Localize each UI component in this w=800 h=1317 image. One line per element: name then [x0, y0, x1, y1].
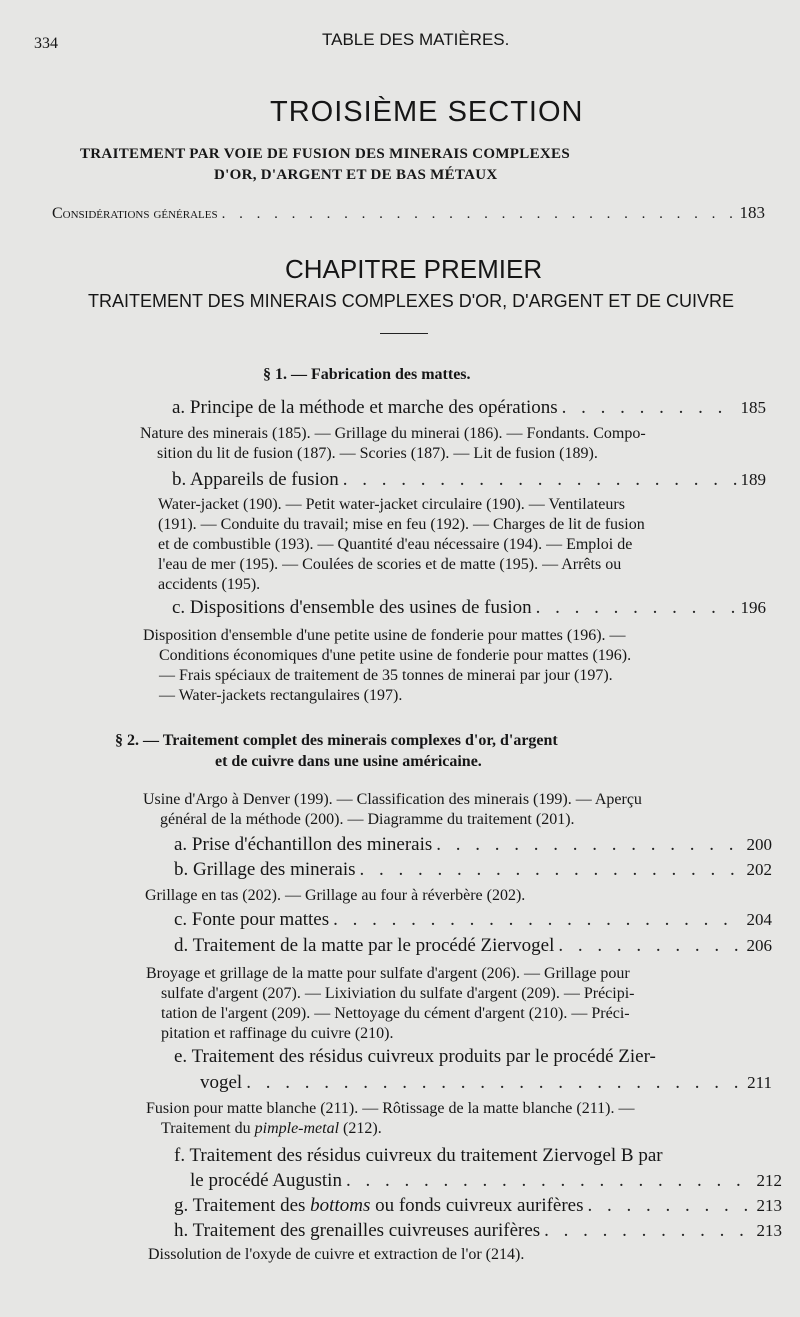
toc-entry-2g	[174, 1195, 782, 1217]
paragraph-2-title-line2: et de cuivre dans une usine américaine.	[215, 753, 482, 770]
toc-label: c. Fonte pour mattes	[174, 909, 330, 930]
detail-line: sulfate d'argent (207). — Lixiviation du sulfate d'argent (209). — Précipi-	[161, 985, 635, 1002]
toc-label: le procédé Augustin	[190, 1170, 342, 1191]
toc-label: c. Dispositions d'ensemble des usines de fusion	[172, 597, 532, 618]
label-text: ou fonds cuivreux aurifères	[370, 1195, 584, 1216]
toc-label: h. Traitement des grenailles cuivreuses aurifères	[174, 1220, 541, 1241]
divider-rule	[380, 333, 428, 334]
toc-detail-2b	[145, 886, 525, 906]
dot-leader	[562, 397, 737, 419]
dot-leader	[246, 1072, 743, 1094]
dot-leader	[588, 1195, 753, 1217]
toc-detail-1a	[140, 424, 646, 464]
label-italic: bottoms	[310, 1195, 371, 1216]
detail-text: (212).	[339, 1120, 382, 1137]
toc-page: 206	[746, 936, 772, 955]
toc-detail-2d	[146, 964, 635, 1044]
detail-line: Grillage en tas (202). — Grillage au four à réverbère (202).	[145, 887, 526, 904]
toc-entry-2h	[174, 1220, 782, 1242]
detail-line	[146, 1119, 634, 1139]
toc-entry-1a	[172, 397, 766, 419]
toc-entry-2a	[174, 834, 772, 856]
detail-line: Usine d'Argo à Denver (199). — Classification des minerais (199). — Aperçu	[143, 791, 642, 808]
toc-page: 212	[756, 1171, 782, 1190]
toc-label: a. Prise d'échantillon des minerais	[174, 834, 433, 855]
chapter-title: CHAPITRE PREMIER	[285, 254, 543, 284]
toc-page: 213	[756, 1196, 782, 1215]
detail-line: (191). — Conduite du travail; mise en feu (192). — Charges de lit de fusion	[158, 516, 645, 533]
dot-leader	[436, 834, 742, 856]
toc-label: d. Traitement de la matte par le procédé Ziervogel	[174, 935, 555, 956]
page-number: 334	[34, 35, 58, 52]
toc-entry-2f	[190, 1170, 782, 1192]
dot-leader	[558, 935, 742, 957]
detail-line: Fusion pour matte blanche (211). — Rôtissage de la matte blanche (211). —	[146, 1100, 635, 1117]
toc-label: vogel	[200, 1072, 243, 1093]
detail-line: — Frais spéciaux de traitement de 35 tonnes de minerai par jour (197).	[159, 667, 613, 684]
toc-entry-2e	[200, 1072, 772, 1094]
toc-entry-2f-line1: f. Traitement des résidus cuivreux du traitement Ziervogel B par	[174, 1145, 663, 1166]
section-subtitle-1: TRAITEMENT PAR VOIE DE FUSION DES MINERAIS COMPLEXES	[80, 146, 570, 162]
chapter-subtitle: TRAITEMENT DES MINERAIS COMPLEXES D'OR, D'ARGENT ET DE CUIVRE	[88, 291, 734, 311]
toc-detail-1c	[143, 626, 631, 706]
detail-line: Nature des minerais (185). — Grillage du minerai (186). — Fondants. Compo-	[140, 425, 646, 442]
dot-leader	[222, 206, 736, 223]
detail-line: Dissolution de l'oxyde de cuivre et extraction de l'or (214).	[148, 1246, 525, 1263]
detail-italic: pimple-metal	[254, 1120, 340, 1137]
detail-line: tation de l'argent (209). — Nettoyage du cément d'argent (210). — Préci-	[161, 1005, 630, 1022]
dot-leader	[360, 859, 743, 881]
toc-page: 200	[746, 835, 772, 854]
toc-entry-considerations	[52, 203, 765, 223]
toc-detail-1b	[158, 495, 645, 595]
detail-line: — Water-jackets rectangulaires (197).	[159, 687, 403, 704]
detail-line: Water-jacket (190). — Petit water-jacket circulaire (190). — Ventilateurs	[158, 496, 625, 513]
dot-leader	[536, 597, 737, 619]
toc-page: 202	[746, 860, 772, 879]
toc-label: Considérations générales	[52, 205, 218, 222]
detail-line: Conditions économiques d'une petite usine de fonderie pour mattes (196).	[159, 647, 632, 664]
toc-page: 189	[740, 470, 766, 489]
detail-line: accidents (195).	[158, 576, 261, 593]
toc-label: b. Appareils de fusion	[172, 469, 339, 490]
toc-entry-2d	[174, 935, 772, 957]
paragraph-1-title: § 1. — Fabrication des mattes.	[263, 366, 471, 383]
detail-line: sition du lit de fusion (187). — Scories (187). — Lit de fusion (189).	[157, 445, 598, 462]
toc-entry-1c	[172, 597, 766, 619]
toc-label: a. Principe de la méthode et marche des opérations	[172, 397, 558, 418]
section-subtitle-2: D'OR, D'ARGENT ET DE BAS MÉTAUX	[214, 167, 498, 183]
toc-page: 213	[756, 1221, 782, 1240]
toc-detail-2e	[146, 1099, 634, 1139]
toc-detail-2h	[148, 1245, 524, 1265]
toc-page: 211	[747, 1073, 772, 1092]
toc-page: 185	[740, 398, 766, 417]
toc-detail-2-intro	[143, 790, 642, 830]
paragraph-2-title-line1: § 2. — Traitement complet des minerais complexes d'or, d'argent	[115, 732, 558, 749]
toc-page: 204	[746, 910, 772, 929]
detail-text: Traitement du	[161, 1120, 255, 1137]
dot-leader	[343, 469, 737, 491]
section-title: TROISIÈME SECTION	[270, 96, 584, 128]
toc-page: 183	[739, 203, 765, 222]
toc-entry-1b	[172, 469, 766, 491]
detail-line: général de la méthode (200). — Diagramme du traitement (201).	[160, 811, 575, 828]
detail-line: l'eau de mer (195). — Coulées de scories et de matte (195). — Arrêts ou	[158, 556, 622, 573]
running-title: TABLE DES MATIÈRES.	[322, 30, 510, 49]
dot-leader	[333, 909, 742, 931]
toc-label: b. Grillage des minerais	[174, 859, 356, 880]
detail-line: Broyage et grillage de la matte pour sulfate d'argent (206). — Grillage pour	[146, 965, 630, 982]
toc-entry-2e-line1: e. Traitement des résidus cuivreux produits par le procédé Zier-	[174, 1046, 656, 1067]
detail-line: et de combustible (193). — Quantité d'eau nécessaire (194). — Emploi de	[158, 536, 633, 553]
toc-entry-2b	[174, 859, 772, 881]
toc-label	[174, 1195, 584, 1217]
detail-line: pitation et raffinage du cuivre (210).	[161, 1025, 394, 1042]
toc-entry-2c	[174, 909, 772, 931]
dot-leader	[346, 1170, 753, 1192]
label-text: g. Traitement des	[174, 1195, 311, 1216]
detail-line: Disposition d'ensemble d'une petite usine de fonderie pour mattes (196). —	[143, 627, 626, 644]
toc-page: 196	[740, 598, 766, 617]
dot-leader	[544, 1220, 752, 1242]
